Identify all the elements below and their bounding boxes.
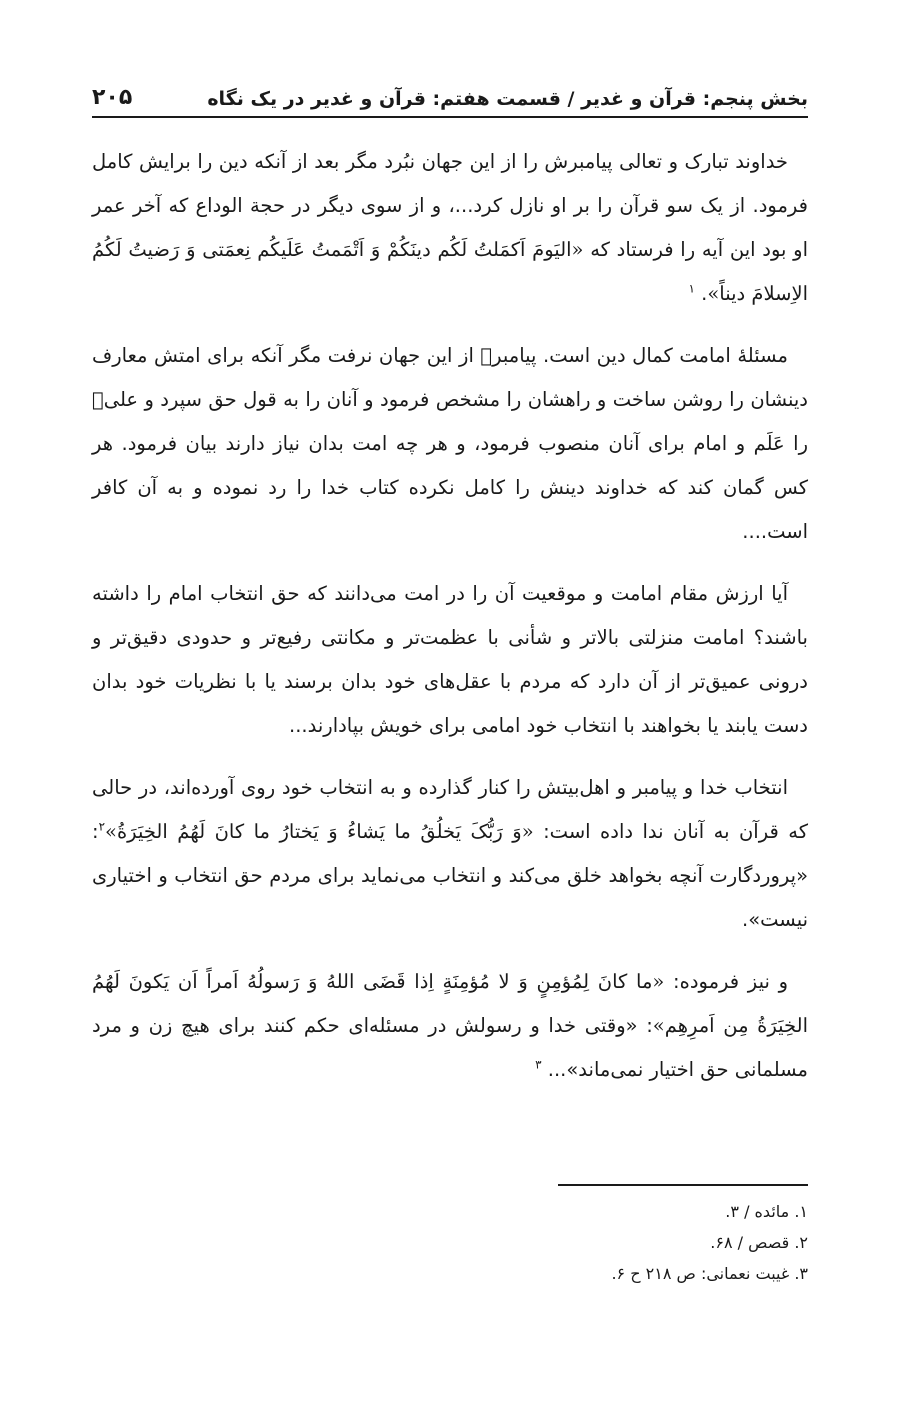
- footnote: ۲. قصص / ۶۸.: [710, 1233, 808, 1252]
- body-text: [92, 140, 808, 1092]
- paragraph-text: خداوند تبارک و تعالی پیامبرش را از این جهان نبُرد مگر بعد از آنکه دین را برایش کامل فرمود. از یک سو قرآن را بر او نازل کرد...، و از سوی دیگر در حجة الوداع که آخر عمر او بود این آیه را فرستاد که: [92, 150, 808, 261]
- footnote-ref: ۳: [535, 1057, 542, 1072]
- footnote: ۳. غیبت نعمانی: ص ۲۱۸ ح ۶.: [611, 1264, 808, 1283]
- running-title: بخش پنجم: قرآن و غدیر / قسمت هفتم: قرآن و غدیر در یک نگاه: [207, 88, 808, 110]
- paragraph-text: : «پروردگارت آنچه بخواهد خلق می‌کند و انتخاب می‌نماید برای مردم حق انتخاب و اختیاری نیست».: [92, 820, 808, 931]
- footnotes: [558, 1184, 808, 1289]
- paragraph: [92, 334, 808, 554]
- footnote-ref: ۱: [688, 281, 695, 296]
- page: [92, 60, 808, 1110]
- paragraph: [92, 572, 808, 748]
- paragraph-text: .: [694, 282, 708, 305]
- footnote-ref: ۲: [98, 819, 106, 834]
- paragraph-text: : «وقتی خدا و رسولش در مسئله‌ای حکم کنند برای هیچ زن و مرد مسلمانی حق اختیار نمی‌ماند»...: [92, 1014, 808, 1081]
- quran-quote: «ما کانَ لِمُؤمِنٍ وَ لا مُؤمِنَةٍ اِذا قَضَی اللهُ وَ رَسولُهُ اَمراً اَن یَکونَ لَهُمُ الخِیَرَةُ مِن اَمرِهِم»: [92, 970, 808, 1037]
- quran-quote: «الیَومَ اَکمَلتُ لَکُم دینَکُمْ وَ اَتْمَمتُ عَلَیکُم نِعمَتی وَ رَضیتُ لَکُمُ الاِسلامَ دیناً»: [92, 238, 808, 305]
- paragraph: [92, 766, 808, 942]
- page-header: [92, 60, 808, 118]
- footnote: ۱. مائده / ۳.: [725, 1202, 808, 1221]
- paragraph-text: انتخاب خدا و پیامبر و اهل‌بیتش را کنار گذارده و به انتخاب خود روی آورده‌اند، در حالی که قرآن به آنان ندا داده است:: [92, 776, 808, 843]
- paragraph: [92, 140, 808, 316]
- quran-quote: «وَ رَبُّکَ یَخلُقُ ما یَشاءُ وَ یَختارُ ما کانَ لَهُمُ الخِیَرَةُ»: [105, 820, 534, 843]
- paragraph-text: مسئلهٔ امامت کمال دین است. پیامبرﷺ از این جهان نرفت مگر آنکه برای امتش معارف دینشان را روشن ساخت و راهشان را مشخص فرمود و آنان را به قول حق سپرد و علیؑ را عَلَم و امام برای آنان منصوب فرمود، و هر چه امت بدان نیاز دارند بیان فرمود. هر کس گمان کند که خداوند دینش را کامل نکرده کتاب خدا را رد نموده و به آن کافر است....: [92, 344, 808, 543]
- page-number: ۲۰۵: [92, 85, 133, 110]
- paragraph: [92, 960, 808, 1092]
- paragraph-text: آیا ارزش مقام امامت و موقعیت آن را در امت می‌دانند که حق انتخاب امام را داشته باشند؟ امامت منزلتی بالاتر و شأنی با عظمت‌تر و مکانتی رفیع‌تر و حدودی دقیق‌تر و درونی عمیق‌تر از آن دارد که مردم با عقل‌های خود بدان برسند یا با نظریات خود بدان دست یابند یا بخواهند با انتخاب خود امامی برای خویش بپادارند...: [92, 582, 808, 737]
- paragraph-text: و نیز فرموده:: [664, 970, 788, 993]
